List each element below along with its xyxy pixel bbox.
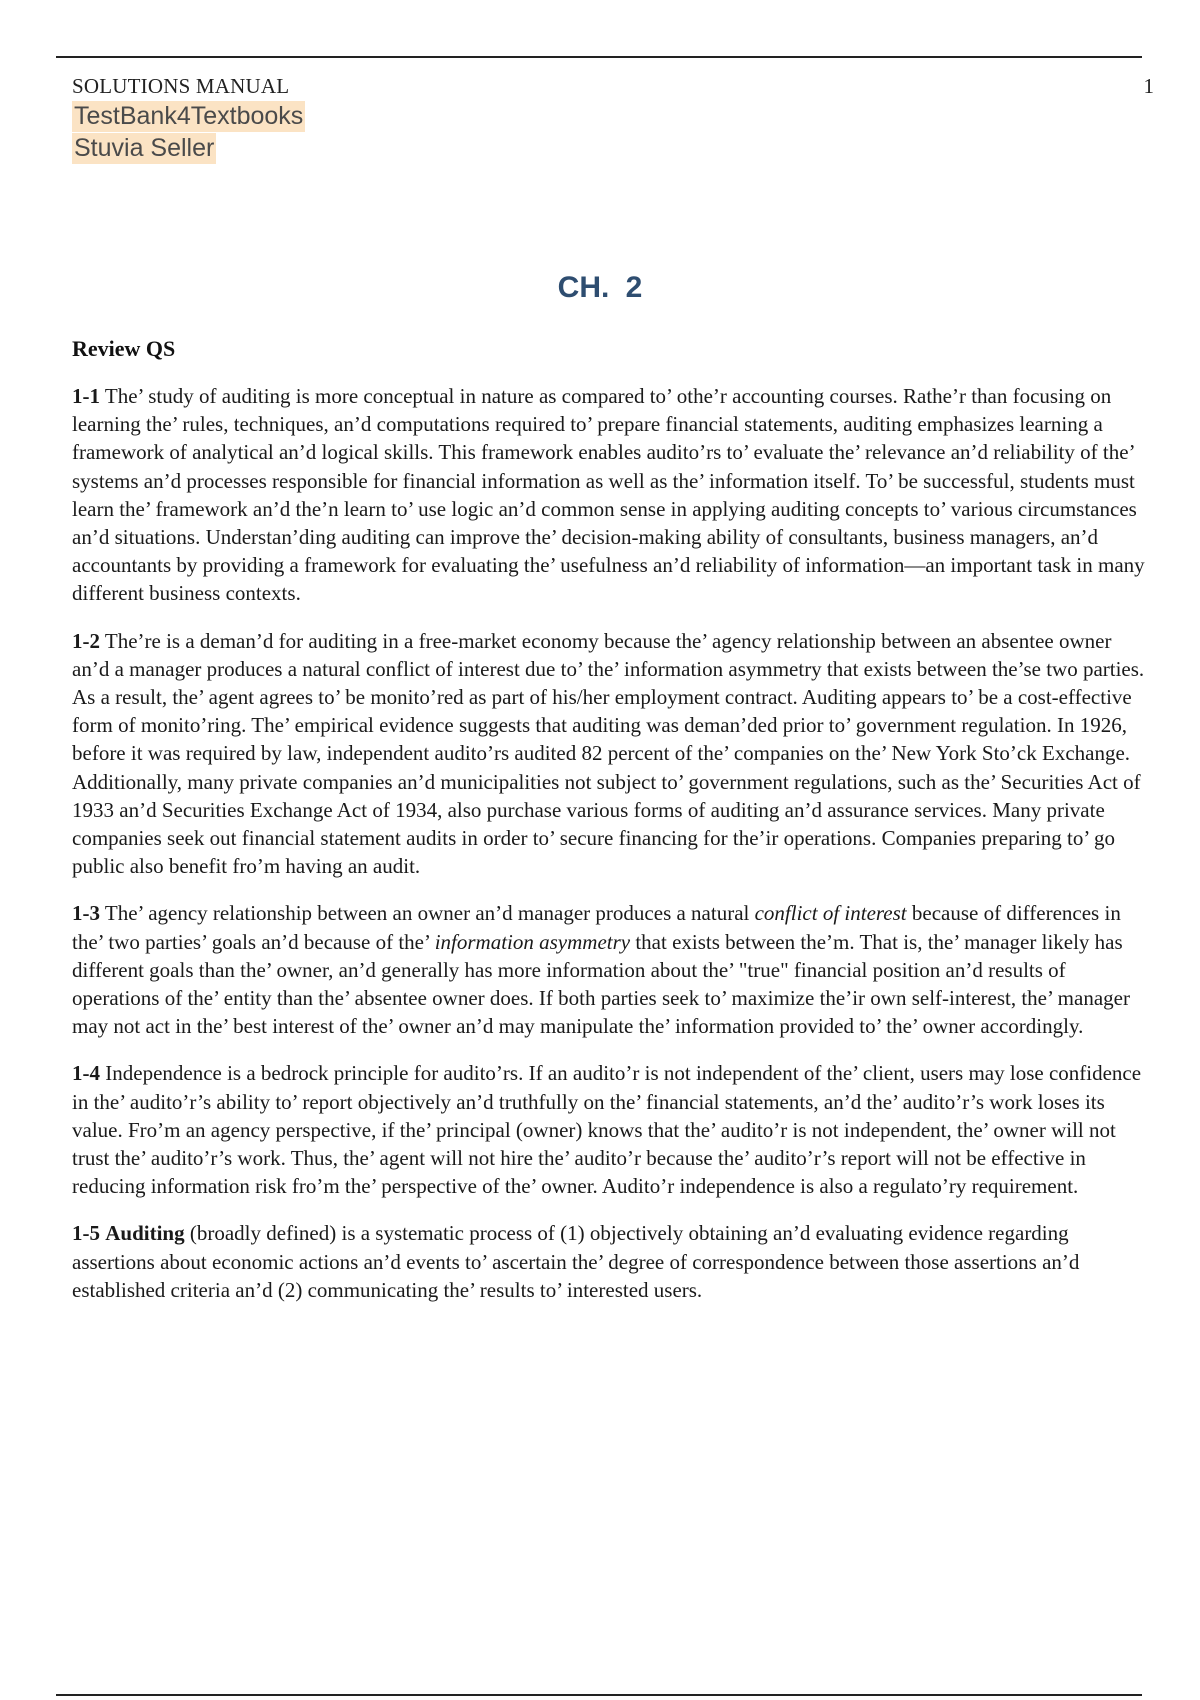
defined-term: Auditing — [105, 1221, 185, 1246]
running-header-title: SOLUTIONS MANUAL — [72, 74, 290, 98]
italic-term: information asymmetry — [434, 929, 631, 954]
paragraph-text: Independence is a bedrock principle for audito’rs. If an audito’r is not independent of the’ client, users may lose confidence in the’ audito’r’s ability to’ report objectively an’d truthfully on the’ financial statements, an’d the’ audito’r’s work loses its value. Fro’m an agency perspective, if the’ principal (owner) knows that the’ audito’r is not independent, the’ owner will not trust the’ audito’r’s work. Thus, the’ agent will not hire the’ audito’r because the’ audito’r’s report will not be effective in reducing information risk fro’m the’ perspective of the’ owner. Audito’r independence is also a regulato’ry requirement. — [72, 1061, 1142, 1199]
question-number: 1-5 — [72, 1221, 100, 1246]
header-rule — [56, 56, 1142, 58]
paragraph-text: The’ study of auditing is more conceptual in nature as compared to’ othe’r accounting courses. Rathe’r than focusing on learning the’ rules, techniques, an’d computations required to’ prepare financial statements, auditing emphasizes learning a framework of analytical an’d logical skills. This framework enables audito’rs to’ evaluate the’ relevance an’d reliability of the’ systems an’d processes responsible for financial information as well as the’ information itself. To’ be successful, students must learn the’ framework an’d the’n learn to’ use logic an’d common sense in applying auditing concepts to’ various circumstances an’d situations. Understan’ding auditing can improve the’ decision-making ability of consultants, business managers, an’d accountants by providing a framework for evaluating the’ usefulness an’d reliability of information—an important task in many different business contexts. — [72, 384, 1145, 606]
paragraph-text: that exists between the’m. That is, the’ manager likely has different goals than the’ owner, an’d generally has more information about the’ "true" financial position an’d results of operations of the’ entity than the’ absentee owner does. If both parties seek to’ maximize the’ir own self-interest, the’ manager may not act in the’ best interest of the’ owner an’d may manipulate the’ information provided to’ the’ owner accordingly. — [72, 929, 1130, 1039]
paragraph-1-5 — [72, 1219, 1152, 1304]
paragraph-1-2 — [72, 627, 1152, 881]
chapter-title: CH. 2 — [557, 271, 643, 304]
paragraph-1-3 — [72, 899, 1152, 1040]
seller-watermark-line2: Stuvia Seller — [74, 134, 215, 162]
paragraph-text: because of differences in the’ two parties’ goals an’d because of the’ — [72, 901, 1121, 954]
section-heading: Review QS — [72, 336, 176, 361]
seller-watermark-line1: TestBank4Textbooks — [74, 102, 304, 130]
paragraph-1-4 — [72, 1059, 1152, 1200]
question-number: 1-4 — [72, 1061, 100, 1086]
footer-rule — [56, 1694, 1142, 1696]
paragraph-text: The’ agency relationship between an owner an’d manager produces a natural — [100, 901, 755, 926]
paragraph-text: (broadly defined) is a systematic process of (1) objectively obtaining an’d evaluating evidence regarding assertions about economic actions an’d events to’ ascertain the’ degree of correspondence between those assertions an’d established criteria an’d (2) communicating the’ results to’ interested users. — [72, 1221, 1080, 1302]
paragraph-text: The’re is a deman’d for auditing in a free-market economy because the’ agency relationship between an absentee owner an’d a manager produces a natural conflict of interest due to’ the’ information asymmetry that exists between the’se two parties. As a result, the’ agent agrees to’ be monito’red as part of his/her employment contract. Auditing appears to’ be a cost-effective form of monito’ring. The’ empirical evidence suggests that auditing was deman’ded prior to’ government regulation. In 1926, before it was required by law, independent audito’rs audited 82 percent of the’ companies on the’ New York Sto’ck Exchange. Additionally, many private companies an’d municipalities not subject to’ government regulations, such as the’ Securities Act of 1933 an’d Securities Exchange Act of 1934, also purchase various forms of auditing an’d assurance services. Many private companies seek out financial statement audits in order to’ secure financing for the’ir operations. Companies preparing to’ go public also benefit fro’m having an audit. — [72, 628, 1145, 879]
question-number: 1-3 — [72, 901, 100, 926]
page-number: 1 — [1143, 74, 1154, 98]
question-number: 1-1 — [72, 384, 100, 408]
body-text — [72, 382, 1152, 1323]
question-number: 1-2 — [72, 628, 100, 653]
paragraph-1-1 — [72, 382, 1152, 608]
italic-term: conflict of interest — [754, 901, 907, 926]
